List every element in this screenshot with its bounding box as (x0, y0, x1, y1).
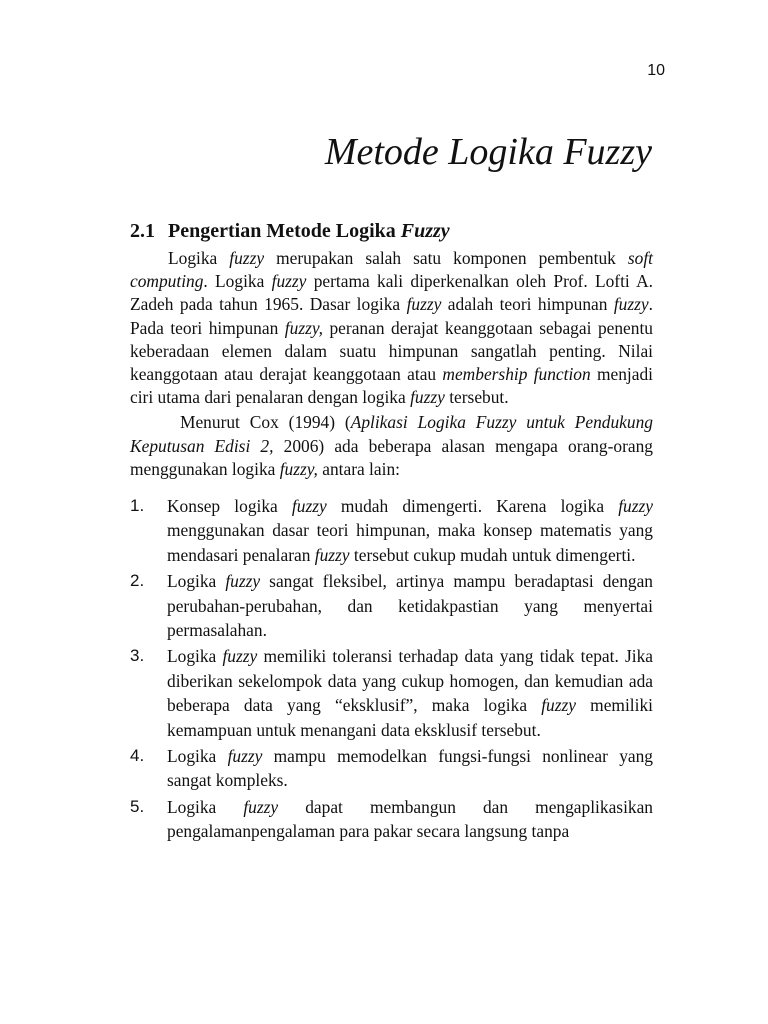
list-marker: 3. (130, 646, 145, 666)
text-run: Logika (167, 796, 244, 817)
list-item-text (167, 746, 653, 790)
emphasized-text: fuzzy (291, 496, 327, 516)
section-number: 2.1 (130, 220, 155, 242)
emphasized-text: fuzzy, (284, 317, 323, 338)
text-run: tersebut cukup mudah untuk dimengerti. (349, 544, 636, 565)
text-run: Menurut Cox (1994) ( (180, 412, 351, 433)
body-text (130, 247, 653, 481)
emphasized-text: fuzzy, (279, 458, 318, 479)
section-heading (130, 220, 450, 243)
emphasized-text: fuzzy (314, 544, 350, 565)
emphasized-text: fuzzy (613, 294, 649, 315)
page-number: 10 (647, 62, 665, 79)
list-marker: 1. (130, 496, 145, 515)
text-run: merupakan salah satu komponen pembentuk (264, 248, 628, 268)
list-item (130, 569, 653, 642)
text-run: memiliki kemampuan untuk menangani data eksklusif tersebut. (167, 695, 653, 740)
emphasized-text: fuzzy (271, 271, 307, 292)
emphasized-text: fuzzy (225, 571, 261, 592)
reasons-list (130, 494, 653, 846)
emphasized-text: soft computing (130, 248, 654, 292)
emphasized-text: fuzzy (410, 387, 445, 408)
list-item-text (167, 496, 653, 565)
paragraph (130, 247, 653, 409)
emphasized-text: fuzzy (222, 646, 258, 667)
emphasized-text: fuzzy (541, 695, 577, 716)
list-marker: 2. (130, 571, 145, 591)
paragraph (130, 411, 653, 481)
text-run: Logika (167, 571, 226, 592)
emphasized-text: fuzzy (229, 248, 265, 268)
list-item-text (167, 797, 653, 841)
section-title-text: Pengertian Metode Logika (168, 220, 401, 242)
emphasized-text: fuzzy (406, 294, 442, 315)
emphasized-text: fuzzy (227, 746, 263, 767)
text-run: 2006) ada beberapa alasan mengapa orang-orang menggunakan logika (130, 435, 654, 479)
text-run: Konsep logika (167, 496, 292, 516)
text-run: antara lain: (317, 458, 400, 479)
emphasized-text: membership function (442, 364, 591, 385)
text-run: mudah dimengerti. Karena logika (326, 496, 619, 516)
text-run: sangat fleksibel, artinya mampu beradaptasi dengan perubahan-perubahan, dan ketidakpastian yang menyertai permasalahan. (167, 571, 654, 641)
emphasized-text: fuzzy (243, 796, 279, 817)
text-run: . Logika (203, 271, 272, 292)
text-run: Logika (167, 746, 228, 767)
section-title-emphasis: Fuzzy (400, 220, 450, 242)
text-run: dapat membangun dan mengaplikasikan pengalamanpengalaman para pakar secara langsung tanpa (167, 796, 654, 842)
emphasized-text: Aplikasi Logika Fuzzy untuk Pendukung Keputusan Edisi 2, (130, 412, 653, 456)
list-item (130, 644, 653, 742)
list-marker: 5. (130, 796, 145, 816)
text-run: memiliki toleransi terhadap data yang tidak tepat. Jika diberikan sekelompok data yang cukup homogen, dan kemudian ada beberapa data yang “eksklusif”, maka logika (167, 646, 653, 716)
text-run: adalah teori himpunan (441, 294, 614, 315)
text-run: menggunakan dasar teori himpunan, maka konsep matematis yang mendasari penalaran (167, 520, 653, 565)
list-item (130, 744, 653, 793)
list-item-text (167, 571, 653, 640)
text-run: Logika (168, 248, 230, 268)
text-run: . Pada teori himpunan (130, 294, 653, 338)
text-run: tersebut. (444, 387, 509, 408)
text-run: Logika (167, 646, 223, 667)
list-marker: 4. (130, 746, 145, 766)
text-run: peranan derajat keanggotaan sebagai penentu keberadaan elemen dalam suatu himpunan sangatlah penting. Nilai keanggotaan atau derajat keanggotaan atau (130, 317, 653, 385)
emphasized-text: fuzzy (618, 496, 653, 516)
list-item-text (167, 646, 653, 739)
text-run: pertama kali diperkenalkan oleh Prof. Lofti A. Zadeh pada tahun 1965. Dasar logika (130, 271, 653, 315)
list-item (130, 494, 653, 567)
list-item (130, 795, 653, 844)
text-run: mampu memodelkan fungsi-fungsi nonlinear yang sangat kompleks. (167, 746, 654, 791)
text-run: menjadi ciri utama dari penalaran dengan logika (130, 364, 654, 408)
chapter-title: Metode Logika Fuzzy (324, 131, 652, 173)
